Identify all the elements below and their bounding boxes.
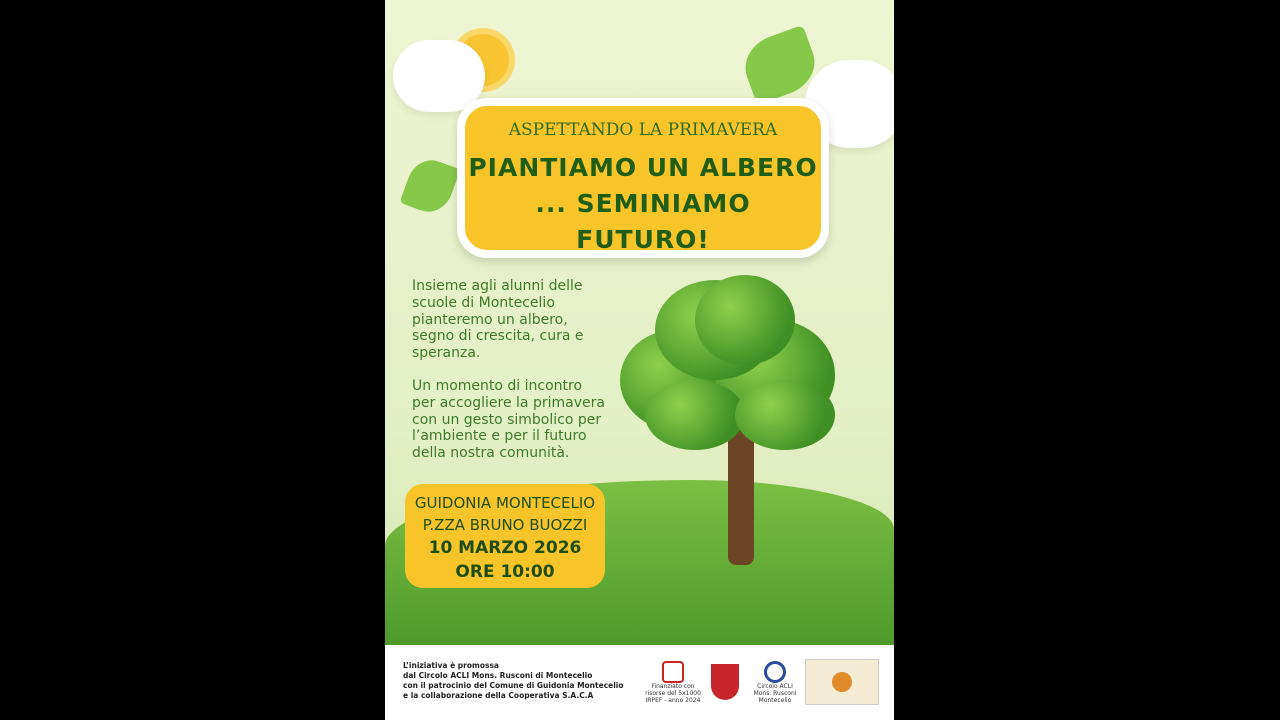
event-place-2: P.ZZA BRUNO BUOZZI	[422, 516, 588, 534]
footer-line-4: e la collaborazione della Cooperativa S.A.C.A	[403, 691, 594, 700]
footer-line-3: con il patrocinio del Comune di Guidonia Montecelio	[403, 681, 624, 690]
event-place-1: GUIDONIA MONTECELIO	[414, 494, 596, 512]
municipality-crest-logo	[705, 659, 745, 705]
body-paragraph-2: Un momento di incontro per accogliere la primavera con un gesto simbolico per l’ambiente e per il futuro della nostra comunità.	[412, 378, 605, 462]
headline-line2: ... SEMINIAMO FUTURO!	[535, 189, 751, 254]
logo1-caption: Finanziato con risorse del 5x1000 IRPEF - anno 2024	[645, 682, 701, 704]
poster	[385, 0, 894, 720]
event-time: ORE 10:00	[455, 562, 555, 582]
kicker-text: ASPETTANDO LA PRIMAVERA	[508, 120, 778, 140]
title-banner	[457, 98, 829, 258]
event-date: 10 MARZO 2026	[428, 538, 582, 558]
footer-line-1: L’iniziativa è promossa	[403, 661, 499, 670]
saca-logo	[805, 659, 879, 705]
5x1000-logo	[643, 659, 703, 705]
headline-line1: PIANTIAMO UN ALBERO	[468, 153, 818, 182]
logo3-caption: Circolo ACLI Mons. Rusconi Montecelio	[753, 682, 797, 704]
footer	[385, 645, 894, 720]
footer-line-2: dal Circolo ACLI Mons. Rusconi di Montecelio	[403, 671, 593, 680]
body-paragraph-1: Insieme agli alunni delle scuole di Montecelio pianteremo un albero, segno di crescita, cura e speranza.	[412, 278, 584, 362]
footer-credits	[403, 661, 633, 701]
acli-logo	[753, 659, 797, 705]
bird-icon-small	[399, 154, 460, 219]
event-info-box	[405, 484, 605, 588]
